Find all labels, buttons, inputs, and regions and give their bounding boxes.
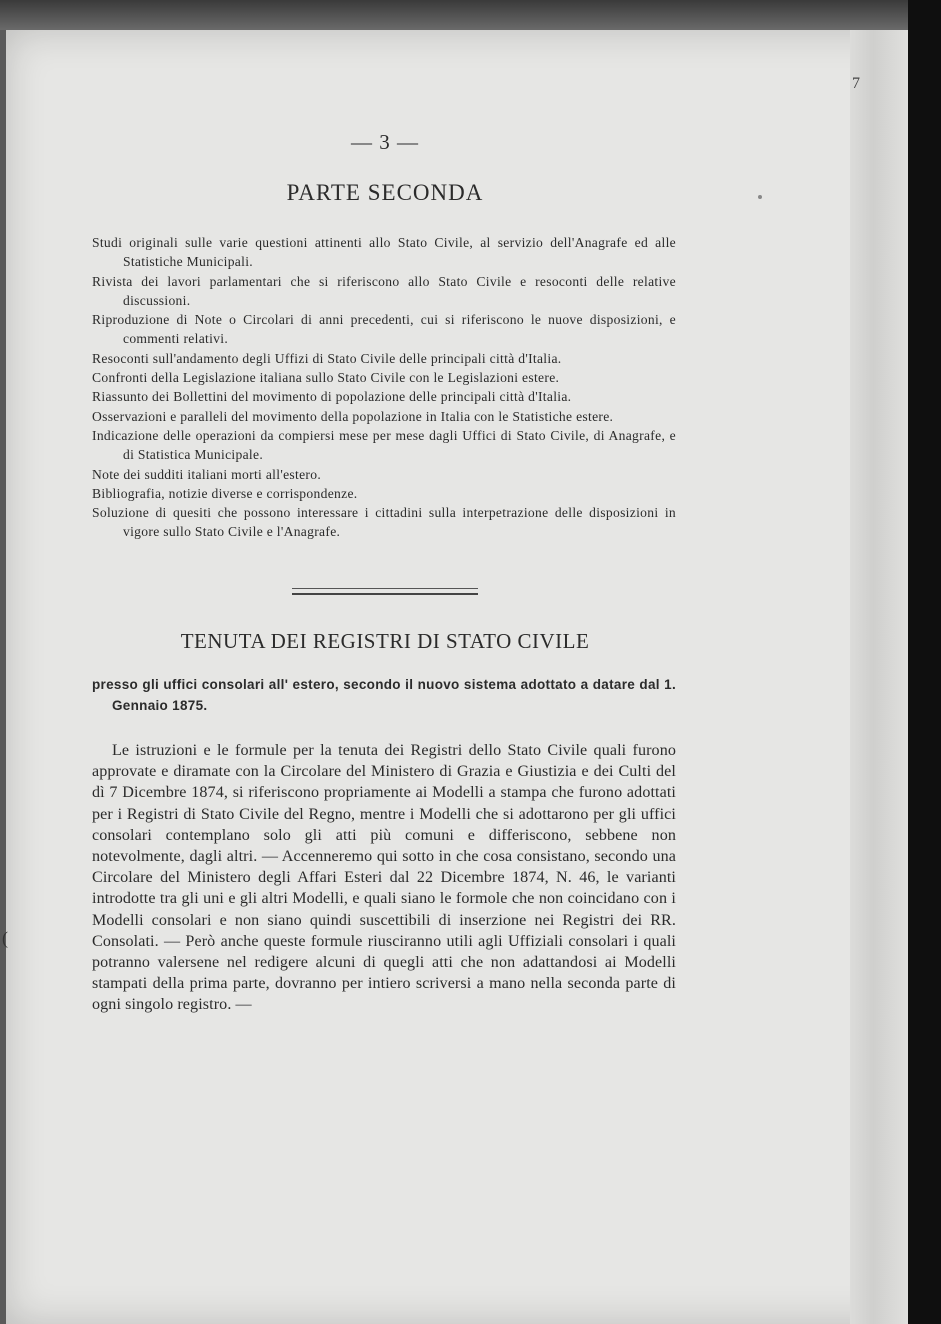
list-item: Confronti della Legislazione italiana sullo Stato Civile con le Legislazioni estere. <box>92 370 560 386</box>
contents-list <box>92 233 676 542</box>
list-item: Riassunto dei Bollettini del movimento di popolazione delle principali città d'Italia. <box>92 389 572 405</box>
article-subtitle: presso gli uffici consolari all' estero, secondo il nuovo sistema adottato a datare dal 1. Gennaio 1875. <box>92 677 676 713</box>
list-item: Indicazione delle operazioni da compiersi mese per mese dagli Uffici di Stato Civile, di Anagrafe, e di Statistica Municipale. <box>92 427 676 463</box>
list-item: Soluzione di quesiti che possono interessare i cittadini sulla interpetrazione delle disposizioni in vigore sullo Stato Civile e l'Anagrafe. <box>92 505 676 540</box>
edge-handwritten-mark: 7 <box>852 75 860 92</box>
section-title: PARTE SECONDA <box>286 180 484 205</box>
list-item: Bibliografia, notizie diverse e corrispondenze. <box>92 485 358 501</box>
article-title: TENUTA DEI REGISTRI DI STATO CIVILE <box>180 629 590 653</box>
list-item: Riproduzione di Note o Circolari di anni precedenti, cui si riferiscono le nuove disposizioni, e commenti relativi. <box>92 312 676 347</box>
list-item: Note dei sudditi italiani morti all'estero. <box>92 466 322 482</box>
page-number: — 3 — <box>351 130 419 154</box>
speck-mark <box>758 195 762 199</box>
list-item: Osservazioni e paralleli del movimento della popolazione in Italia con le Statistiche estere. <box>92 408 614 424</box>
scan-top-edge <box>0 0 941 30</box>
article-body: Le istruzioni e le formule per la tenuta dei Registri dello Stato Civile quali furono approvate e diramate con la Circolare del Ministero di Grazia e Giustizia e dei Culti del dì 7 Dicembre 1874, si riferiscono propriamente ai Modelli a stampa che furono adottati per i Registri di Stato Civile del Regno, mentre i Modelli che si adottarono per gli uffici consolari contemplano solo gli atti più comuni e differiscono, sebbene non notevolmente, dagli altri. — Accenneremo qui sotto in che cosa consistano, secondo una Circolare del Ministero degli Affari Esteri dal 22 Dicembre 1874, N. 46, le varianti introdotte tra gli uni e gli altri Modelli, e quali siano le formole che non coincidano con i Modelli consolari e non siano quindi suscettibili di inserzione nei Registri dei RR. Consolati. — Però anche queste formule riusciranno utili agli Uffiziali consolari i quali potranno valersene nel redigere alcuni di quegli atti che non adattandosi ai Modelli stampati della prima parte, dovranno per intiero scriversi a mano nella seconda parte di ogni singolo registro. — <box>92 742 676 1014</box>
page-edge-strip <box>850 30 908 1324</box>
margin-bracket-mark: ( <box>2 928 8 948</box>
list-item: Studi originali sulle varie questioni attinenti allo Stato Civile, al servizio dell'Anagrafe ed alle Statistiche Municipali. <box>92 235 676 270</box>
section-divider <box>292 588 478 595</box>
list-item: Resoconti sull'andamento degli Uffizi di Stato Civile delle principali città d'Italia. <box>92 350 562 366</box>
scan-right-edge <box>908 0 941 1324</box>
list-item: Rivista dei lavori parlamentari che si riferiscono allo Stato Civile e resoconti delle relative discussioni. <box>92 273 676 308</box>
